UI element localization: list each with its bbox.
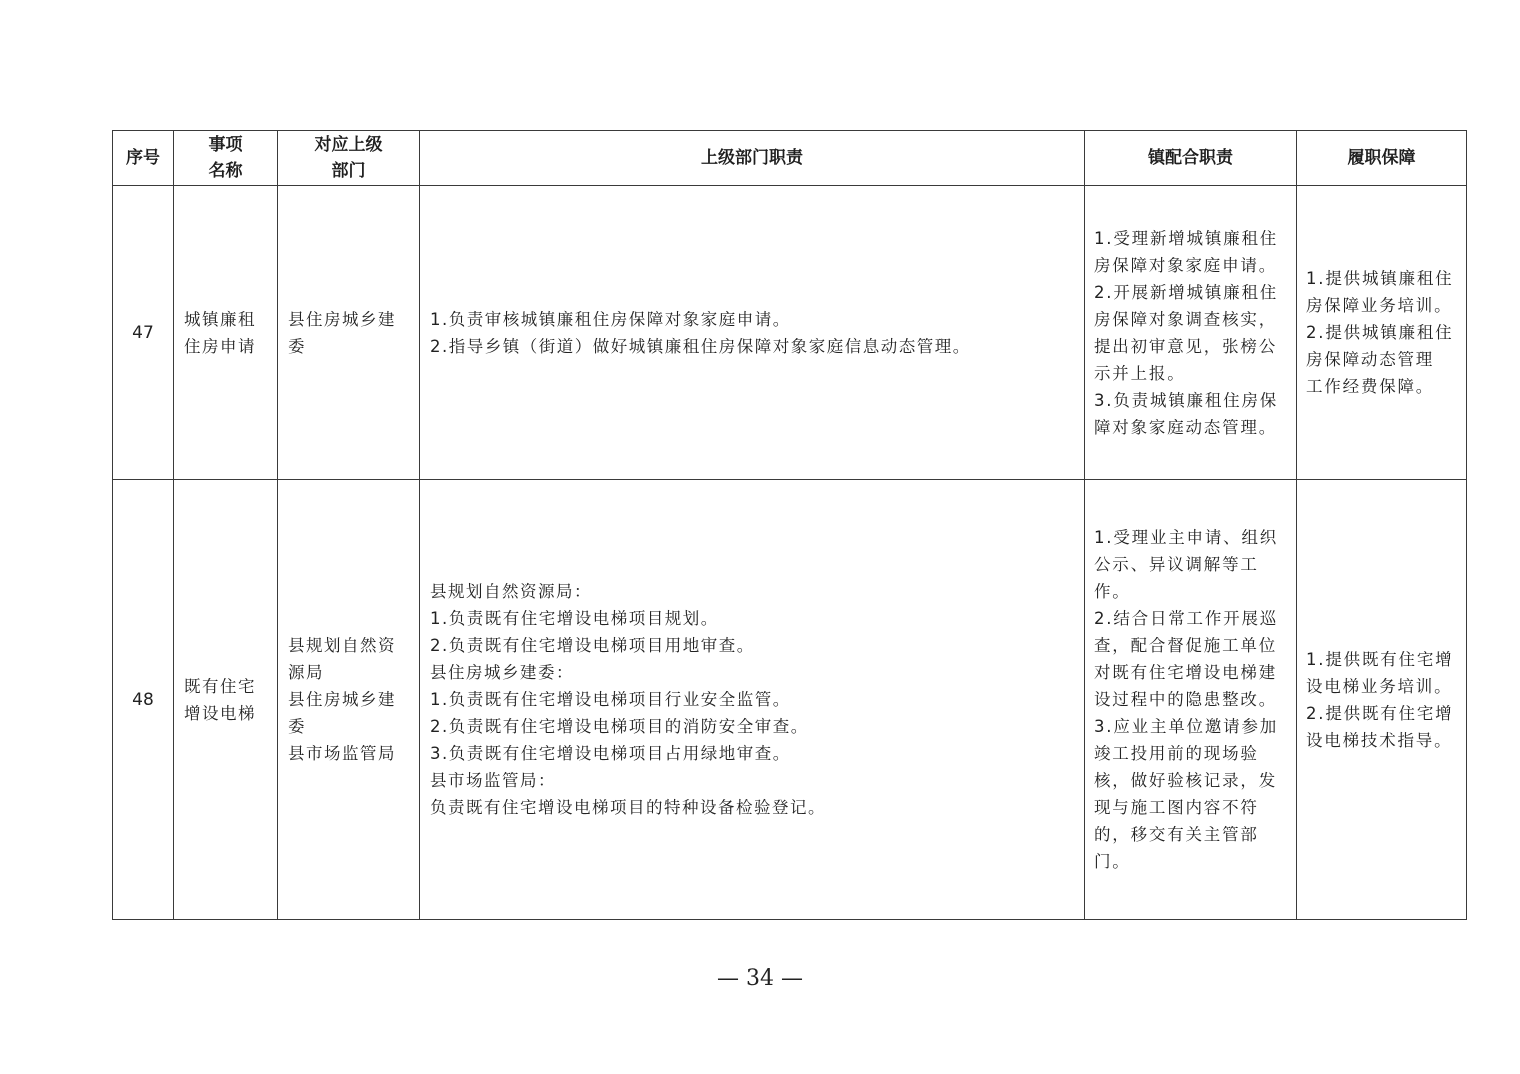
town-duty-line: 公示、异议调解等工作。 bbox=[1094, 555, 1259, 601]
town-duty-line: 的，移交有关主管部门。 bbox=[1094, 825, 1259, 871]
item-name-line: 城镇廉租 bbox=[184, 309, 256, 329]
superior-duty-line: 1.负责既有住宅增设电梯项目行业安全监管。 bbox=[430, 690, 791, 709]
item-name-line: 既有住宅 bbox=[184, 676, 256, 696]
guarantee-line: 2.提供既有住宅增 bbox=[1306, 703, 1454, 723]
town-duty-line: 2.结合日常工作开展巡 bbox=[1094, 609, 1279, 628]
guarantee-line: 2.提供城镇廉租住 bbox=[1306, 323, 1454, 342]
town-duty-line: 3.应业主单位邀请参加 bbox=[1094, 717, 1279, 736]
superior-dept-line: 县住房城乡建 bbox=[288, 690, 396, 709]
superior-duty-line: 2.负责既有住宅增设电梯项目用地审查。 bbox=[430, 636, 755, 655]
header-town-duties: 镇配合职责 bbox=[1085, 131, 1297, 186]
guarantee-line: 工作经费保障。 bbox=[1306, 377, 1435, 396]
superior-duty-line: 县住房城乡建委： bbox=[430, 663, 574, 682]
duty-table bbox=[112, 130, 1467, 920]
superior-duty-line: 县市场监管局： bbox=[430, 771, 556, 790]
town-duty-line: 房保障对象调查核实， bbox=[1094, 309, 1277, 329]
town-duty-line: 提出初审意见，张榜公 bbox=[1094, 336, 1277, 356]
town-duties-cell bbox=[1085, 480, 1297, 920]
table-row bbox=[113, 480, 1467, 920]
superior-duties-cell bbox=[420, 480, 1085, 920]
town-duty-line: 1.受理业主申请、组织 bbox=[1094, 528, 1279, 547]
town-duty-line: 现与施工图内容不符 bbox=[1094, 798, 1259, 817]
superior-dept-line: 源局 bbox=[288, 663, 324, 682]
superior-dept-line: 县住房城乡建 bbox=[288, 309, 396, 329]
superior-dept-cell bbox=[278, 480, 420, 920]
header-superior-dept-line: 对应上级 bbox=[314, 135, 383, 155]
item-name-cell bbox=[174, 186, 278, 480]
superior-dept-line: 委 bbox=[288, 336, 306, 356]
town-duty-line: 房保障对象家庭申请。 bbox=[1094, 255, 1277, 275]
guarantee-cell bbox=[1297, 186, 1467, 480]
town-duty-line: 竣工投用前的现场验 bbox=[1094, 744, 1259, 763]
superior-dept-cell bbox=[278, 186, 420, 480]
header-superior-dept bbox=[278, 131, 420, 186]
superior-duty-line: 3.负责既有住宅增设电梯项目占用绿地审查。 bbox=[430, 744, 791, 763]
header-item-name bbox=[174, 131, 278, 186]
item-name-line: 住房申请 bbox=[184, 336, 256, 356]
town-duty-line: 2.开展新增城镇廉租住 bbox=[1094, 282, 1279, 302]
town-duties-cell bbox=[1085, 186, 1297, 480]
superior-duty-line: 县规划自然资源局： bbox=[430, 582, 592, 601]
header-item-name-line: 事项 bbox=[208, 135, 243, 155]
guarantee-line: 设电梯技术指导。 bbox=[1306, 730, 1453, 750]
header-superior-duties: 上级部门职责 bbox=[420, 131, 1085, 186]
header-superior-dept-line: 部门 bbox=[331, 161, 366, 181]
page-number: — 34 — bbox=[717, 966, 803, 991]
town-duty-line: 设过程中的隐患整改。 bbox=[1094, 690, 1277, 709]
guarantee-line: 1.提供城镇廉租住 bbox=[1306, 269, 1454, 288]
superior-duty-line: 2.指导乡镇（街道）做好城镇廉租住房保障对象家庭信息动态管理。 bbox=[430, 336, 971, 356]
header-guarantee: 履职保障 bbox=[1297, 131, 1467, 186]
table-row bbox=[113, 186, 1467, 480]
superior-duty-line: 2.负责既有住宅增设电梯项目的消防安全审查。 bbox=[430, 717, 809, 736]
row-number: 48 bbox=[113, 480, 174, 920]
superior-dept-line: 县规划自然资 bbox=[288, 636, 396, 655]
town-duty-line: 核，做好验核记录，发 bbox=[1094, 771, 1277, 790]
superior-dept-line: 县市场监管局 bbox=[288, 744, 396, 763]
guarantee-cell bbox=[1297, 480, 1467, 920]
header-row bbox=[113, 131, 1467, 186]
superior-duty-line: 1.负责既有住宅增设电梯项目规划。 bbox=[430, 609, 719, 628]
item-name-line: 增设电梯 bbox=[184, 703, 256, 723]
superior-duty-line: 负责既有住宅增设电梯项目的特种设备检验登记。 bbox=[430, 798, 826, 817]
header-no: 序号 bbox=[113, 131, 174, 186]
town-duty-line: 3.负责城镇廉租住房保 bbox=[1094, 390, 1279, 410]
guarantee-line: 1.提供既有住宅增 bbox=[1306, 649, 1454, 669]
superior-dept-line: 委 bbox=[288, 717, 306, 736]
superior-duties-cell bbox=[420, 186, 1085, 480]
guarantee-line: 设电梯业务培训。 bbox=[1306, 676, 1453, 696]
town-duty-line: 查，配合督促施工单位 bbox=[1094, 636, 1277, 655]
row-number: 47 bbox=[113, 186, 174, 480]
guarantee-line: 房保障动态管理 bbox=[1306, 350, 1435, 369]
header-item-name-line: 名称 bbox=[208, 161, 243, 181]
town-duty-line: 示并上报。 bbox=[1094, 363, 1186, 383]
guarantee-line: 房保障业务培训。 bbox=[1306, 296, 1453, 315]
superior-duty-line: 1.负责审核城镇廉租住房保障对象家庭申请。 bbox=[430, 309, 791, 329]
town-duty-line: 1.受理新增城镇廉租住 bbox=[1094, 228, 1279, 248]
town-duty-line: 对既有住宅增设电梯建 bbox=[1094, 663, 1277, 682]
town-duty-line: 障对象家庭动态管理。 bbox=[1094, 417, 1277, 437]
item-name-cell bbox=[174, 480, 278, 920]
